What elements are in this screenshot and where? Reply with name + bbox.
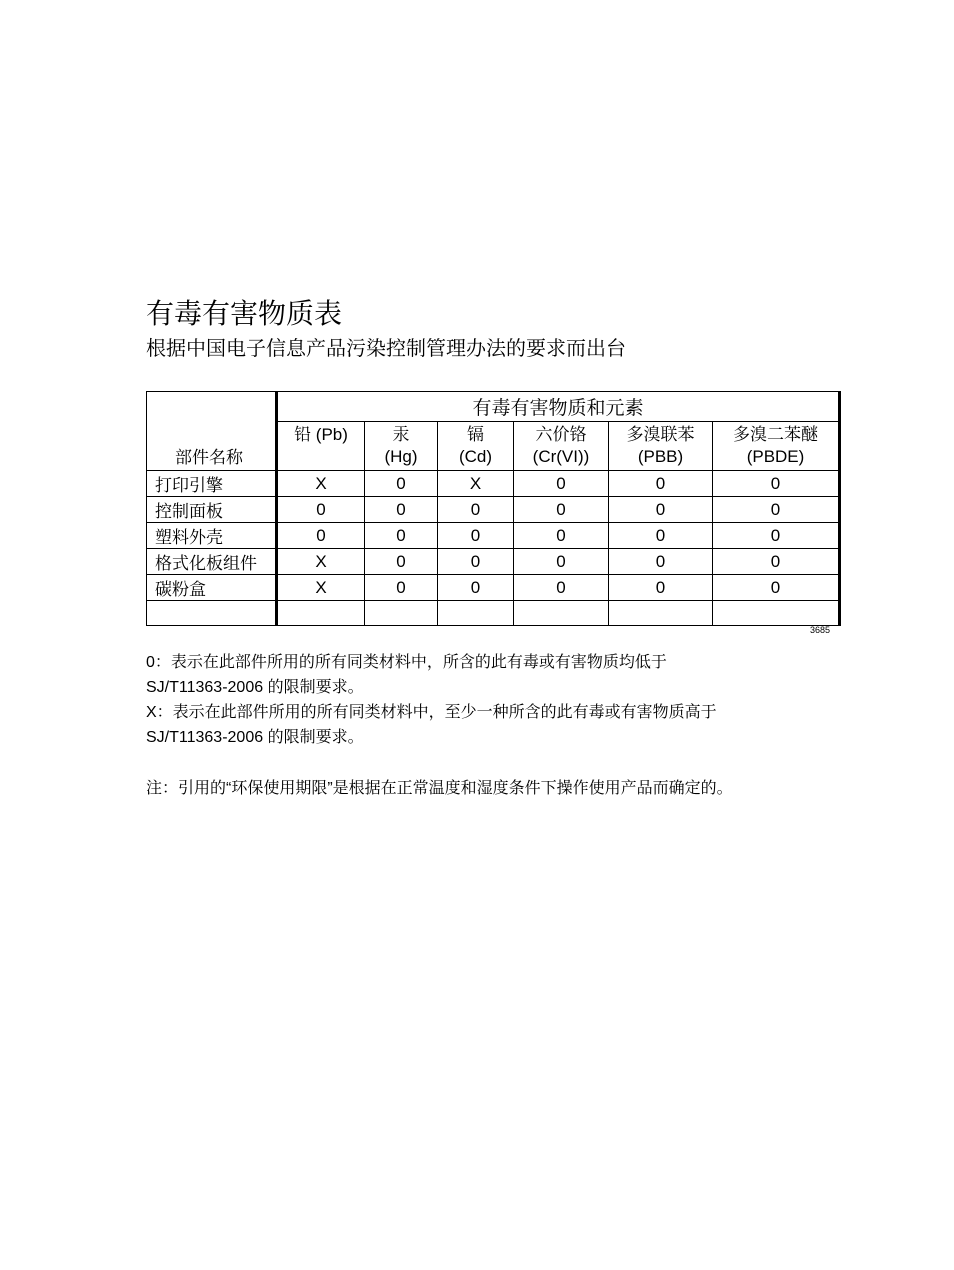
- part-name-cell: 格式化板组件: [147, 549, 277, 575]
- value-cell: 0: [713, 549, 840, 575]
- zero-legend-note: 0：表示在此部件所用的所有同类材料中，所含的此有毒或有害物质均低于 SJ/T11363-2006 的限制要求。: [146, 654, 667, 696]
- value-cell: 0: [277, 497, 365, 523]
- table-row: [147, 601, 840, 626]
- value-cell: 0: [514, 523, 609, 549]
- value-cell: 0: [609, 523, 713, 549]
- part-name-cell: [147, 601, 277, 626]
- table-row: [147, 497, 840, 523]
- value-cell: 0: [713, 575, 840, 601]
- value-cell: 0: [438, 497, 514, 523]
- value-cell: 0: [514, 497, 609, 523]
- substance-header-pb: 铅 (Pb): [277, 422, 365, 471]
- value-cell: 0: [609, 575, 713, 601]
- value-cell: [609, 601, 713, 626]
- part-name-cell: 塑料外壳: [147, 523, 277, 549]
- value-cell: 0: [277, 523, 365, 549]
- table-row: [147, 549, 840, 575]
- substances-group-header: 有毒有害物质和元素: [277, 392, 840, 422]
- part-name-header: 部件名称: [147, 392, 277, 471]
- part-name-cell: 控制面板: [147, 497, 277, 523]
- value-cell: 0: [438, 549, 514, 575]
- value-cell: X: [277, 471, 365, 497]
- substance-header-cr6: 六价铬 (Cr(VI)): [514, 422, 609, 471]
- value-cell: [514, 601, 609, 626]
- value-cell: 0: [609, 471, 713, 497]
- value-cell: X: [438, 471, 514, 497]
- substance-header-pbb: 多溴联苯 (PBB): [609, 422, 713, 471]
- value-cell: 0: [365, 549, 438, 575]
- page-title: 有毒有害物质表: [146, 297, 343, 330]
- value-cell: [438, 601, 514, 626]
- value-cell: [277, 601, 365, 626]
- value-cell: 0: [438, 575, 514, 601]
- value-cell: [365, 601, 438, 626]
- table-row: [147, 523, 840, 549]
- substance-header-cd: 镉 (Cd): [438, 422, 514, 471]
- value-cell: 0: [514, 471, 609, 497]
- value-cell: X: [277, 549, 365, 575]
- value-cell: 0: [365, 575, 438, 601]
- x-legend-note: X：表示在此部件所用的所有同类材料中，至少一种所含的此有毒或有害物质高于 SJ/T11363-2006 的限制要求。: [146, 704, 717, 746]
- environmental-period-footnote: 注：引用的“环保使用期限”是根据在正常温度和湿度条件下操作使用产品而确定的。: [146, 780, 733, 797]
- value-cell: [713, 601, 840, 626]
- value-cell: 0: [609, 497, 713, 523]
- value-cell: 0: [514, 575, 609, 601]
- value-cell: 0: [713, 471, 840, 497]
- figure-id: 3685: [810, 625, 831, 635]
- table-row: [147, 575, 840, 601]
- value-cell: 0: [365, 471, 438, 497]
- value-cell: 0: [438, 523, 514, 549]
- value-cell: X: [277, 575, 365, 601]
- value-cell: 0: [713, 523, 840, 549]
- page-subtitle: 根据中国电子信息产品污染控制管理办法的要求而出台: [146, 336, 626, 360]
- value-cell: 0: [713, 497, 840, 523]
- value-cell: 0: [365, 523, 438, 549]
- substance-header-hg: 汞 (Hg): [365, 422, 438, 471]
- value-cell: 0: [514, 549, 609, 575]
- part-name-cell: 打印引擎: [147, 471, 277, 497]
- substance-header-pbde: 多溴二苯醚 (PBDE): [713, 422, 840, 471]
- value-cell: 0: [609, 549, 713, 575]
- part-name-cell: 碳粉盒: [147, 575, 277, 601]
- hazardous-substances-table: [146, 391, 841, 626]
- table-row: [147, 471, 840, 497]
- value-cell: 0: [365, 497, 438, 523]
